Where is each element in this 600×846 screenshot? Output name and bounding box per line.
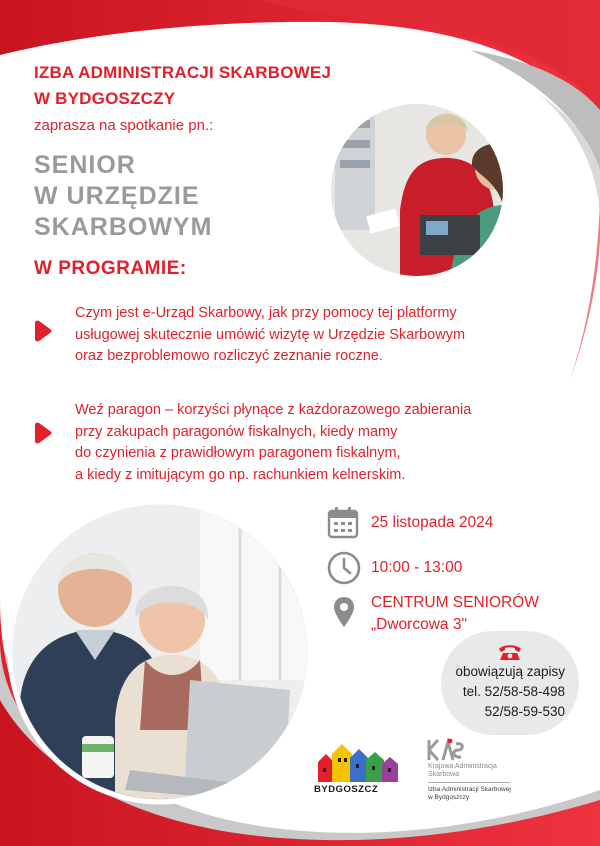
- clock-icon: [326, 550, 362, 586]
- title-line-1: SENIOR: [34, 151, 136, 179]
- photo-cashier-circle: [329, 100, 525, 280]
- kas-name: [428, 763, 497, 779]
- location-pin-icon: [333, 596, 355, 628]
- enrollment-phone-2: 52/58-59-530: [484, 704, 565, 719]
- kas-office-line-2: w Bydgoszczy: [428, 794, 470, 801]
- red-triangle-icon: [32, 320, 52, 342]
- bydgoszcz-logo-icon: [314, 740, 404, 784]
- program-item-1-line: usługowej skutecznie umówić wizytę w Urzędzie Skarbowym: [75, 326, 466, 343]
- event-place: [371, 592, 539, 636]
- enrollment-note: obowiązują zapisy: [455, 664, 565, 679]
- city-logo-text: BYDGOSZCZ: [314, 784, 379, 795]
- event-title: [34, 150, 212, 243]
- kas-logo-icon: [426, 738, 466, 762]
- enrollment-phone-1: tel. 52/58-58-498: [462, 684, 565, 699]
- kas-name-line-1: Krajowa Administracja: [428, 763, 497, 770]
- program-item-1: [75, 303, 465, 368]
- program-item-2: [75, 400, 471, 486]
- event-place-line-1: CENTRUM SENIORÓW: [371, 594, 539, 611]
- title-line-3: SKARBOWYM: [34, 213, 213, 241]
- event-date: 25 listopada 2024: [371, 514, 494, 531]
- program-item-2-line: Weź paragon – korzyści płynące z każdorazowego zabierania: [75, 402, 472, 418]
- kas-office-line-1: Izba Administracji Skarbowej: [428, 786, 511, 793]
- red-triangle-icon: [32, 422, 52, 444]
- kas-office-name: [428, 786, 511, 802]
- phone-icon: [497, 642, 523, 662]
- organizer-name: [34, 60, 331, 112]
- program-item-1-line: Czym jest e-Urząd Skarbowy, jak przy pomocy tej platformy: [75, 305, 457, 321]
- program-item-2-line: przy zakupach paragonów fiskalnych, kiedy mamy: [75, 423, 398, 440]
- kas-name-line-2: Skarbowa: [428, 771, 460, 778]
- event-time: 10:00 - 13:00: [371, 559, 463, 576]
- program-heading: W PROGRAMIE:: [34, 258, 187, 279]
- program-item-2-line: a kiedy z imitującym go np. rachunkiem kelnerskim.: [75, 466, 406, 483]
- event-place-line-2: „Dworcowa 3": [371, 616, 467, 633]
- kas-divider: [428, 782, 510, 783]
- program-item-2-line: do czynienia z prawidłowym paragonem fiskalnym,: [75, 445, 401, 461]
- calendar-icon: [326, 506, 360, 540]
- organizer-line-1: IZBA ADMINISTRACJI SKARBOWEJ: [34, 63, 332, 82]
- organizer-line-2: W BYDGOSZCZY: [34, 89, 176, 108]
- program-item-1-line: oraz bezproblemowo rozliczyć zeznanie roczne.: [75, 348, 383, 364]
- invite-text: zaprasza na spotkanie pn.:: [34, 117, 214, 134]
- title-line-2: W URZĘDZIE: [34, 182, 200, 210]
